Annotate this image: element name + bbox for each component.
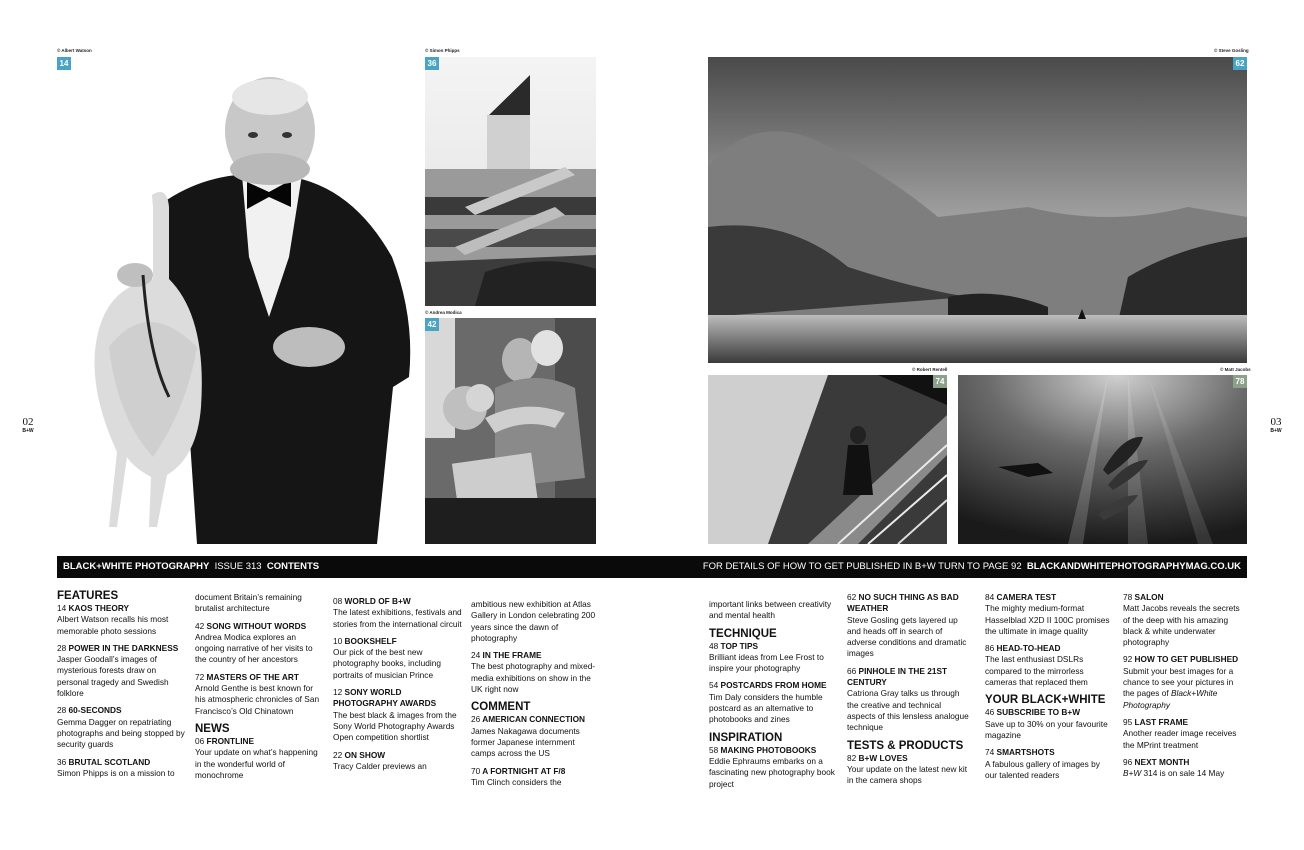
- portrait-illustration: [57, 57, 417, 544]
- underwater-illustration: [958, 375, 1247, 544]
- contents-bar: [57, 556, 1247, 578]
- page-number: 02: [22, 416, 34, 428]
- escalator-illustration: [708, 375, 947, 544]
- photo-credit: © Andrea Modica: [425, 310, 462, 315]
- contents-item[interactable]: 54 POSTCARDS FROM HOME Tim Daly considers the humble postcard as an alternative to photobooks and zines: [709, 680, 827, 725]
- page-number: 03: [1270, 416, 1282, 428]
- folio-tag: B+W: [1270, 428, 1282, 434]
- contents-item[interactable]: 28 60-SECONDS Gemma Dagger on repatriating photographs and being stopped by security guards: [57, 705, 185, 750]
- section-heading-tests: TESTS & PRODUCTS: [847, 739, 964, 752]
- contents-item[interactable]: 74 SMARTSHOTS A fabulous gallery of images by our talented readers: [985, 747, 1100, 780]
- contents-item[interactable]: 22 ON SHOW Tracy Calder previews an: [333, 749, 427, 771]
- section-heading-comment: COMMENT: [471, 701, 531, 714]
- page-badge: 78: [1233, 375, 1247, 388]
- contents-item[interactable]: 14 KAOS THEORY Albert Watson recalls his most memorable photo sessions: [57, 603, 169, 636]
- page-badge: 36: [425, 57, 439, 70]
- contents-item[interactable]: 95 LAST FRAME Another reader image receives the MPrint treatment: [1123, 716, 1237, 750]
- contents-column-7: [985, 590, 1113, 787]
- contents-item[interactable]: 84 CAMERA TEST The mighty medium-format Hasselblad X2D II 100C promises the ultimate in image quality: [985, 592, 1110, 636]
- contents-item[interactable]: 62 NO SUCH THING AS BAD WEATHER Steve Gosling gets layered up and heads off in search of adverse conditions and dramatic images: [847, 592, 967, 659]
- contents-item[interactable]: 42 SONG WITHOUT WORDS Andrea Modica explores an ongoing narrative of her visits to the country of her ancestors: [195, 620, 313, 665]
- contents-column-4: [471, 590, 601, 794]
- brand-name: BLACK+WHITE PHOTOGRAPHY: [63, 561, 210, 572]
- contents-item[interactable]: 82 B+W LOVES Your update on the latest new kit in the camera shops: [847, 752, 968, 786]
- website-link[interactable]: BLACKANDWHITEPHOTOGRAPHYMAG.CO.UK: [1026, 561, 1241, 572]
- photo-credit: © Robert Rentell: [912, 367, 948, 372]
- photo-underwater[interactable]: [958, 375, 1247, 544]
- contents-item-continued: document Britain’s remaining brutalist architecture: [195, 592, 302, 614]
- contents-item[interactable]: 24 IN THE FRAME The best photography and mixed-media exhibitions on show in the UK right now: [471, 650, 596, 695]
- contents-label: CONTENTS: [266, 561, 320, 572]
- section-heading-features: FEATURES: [57, 590, 119, 602]
- page-badge: 14: [57, 57, 71, 70]
- contents-item[interactable]: 26 AMERICAN CONNECTION James Nakagawa documents former Japanese internment camps across the US: [471, 714, 586, 759]
- photo-embrace[interactable]: [425, 318, 596, 544]
- photo-credit: © Matt Jacobs: [1220, 367, 1251, 372]
- contents-column-8: [1123, 590, 1247, 785]
- contents-item[interactable]: 06 FRONTLINE Your update on what’s happening in the wonderful world of monochrome: [195, 735, 318, 780]
- issue-number: ISSUE 313: [214, 561, 262, 572]
- folio-tag: B+W: [22, 428, 34, 434]
- contents-column-6: [847, 590, 971, 792]
- contents-item[interactable]: 66 PINHOLE IN THE 21ST CENTURY Catriona Gray talks us through the creative and technical aspects of this lensless analogue technique: [847, 665, 969, 733]
- folio-right: [1264, 416, 1288, 434]
- page-badge: 74: [933, 375, 947, 388]
- contents-item[interactable]: 48 TOP TIPS Brilliant ideas from Lee Frost to inspire your photography: [709, 640, 824, 674]
- contents-item[interactable]: 96 NEXT MONTH B+W 314 is on sale 14 May: [1123, 756, 1225, 779]
- landscape-illustration: [708, 57, 1247, 363]
- contents-column-2: [195, 590, 323, 787]
- section-heading-technique: TECHNIQUE: [709, 627, 777, 640]
- contents-item[interactable]: 36 BRUTAL SCOTLAND Simon Phipps is on a mission to: [57, 756, 175, 778]
- photo-architecture[interactable]: [425, 57, 596, 306]
- contents-item[interactable]: 70 A FORTNIGHT AT F/8 Tim Clinch considers the: [471, 765, 566, 787]
- contents-item[interactable]: 78 SALON Matt Jacobs reveals the secrets of the deep with his amazing black & white underwater photography: [1123, 592, 1240, 648]
- photo-credit: © Steve Gosling: [1214, 48, 1249, 53]
- page-badge: 42: [425, 318, 439, 331]
- contents-item[interactable]: 10 BOOKSHELF Our pick of the best new photography books, including portraits of musician Prince: [333, 635, 441, 680]
- page-badge: 62: [1233, 57, 1247, 70]
- contents-item-continued: important links between creativity and mental health: [709, 599, 832, 621]
- section-heading-inspiration: INSPIRATION: [709, 731, 783, 744]
- contents-item[interactable]: 12 SONY WORLD PHOTOGRAPHY AWARDS The best black & images from the Sony World Photography Awards Open competition shortlist: [333, 687, 457, 743]
- section-heading-your-bw: YOUR BLACK+WHITE: [985, 694, 1106, 707]
- contents-item[interactable]: 86 HEAD-TO-HEAD The last enthusiast DSLRs compared to the mirrorless cameras that replaced them: [985, 643, 1088, 688]
- folio-left: [16, 416, 40, 434]
- photo-portrait[interactable]: [57, 57, 417, 544]
- contents-item[interactable]: 08 WORLD OF B+W The latest exhibitions, festivals and stories from the international circuit: [333, 596, 462, 629]
- contents-column-5: [709, 590, 839, 796]
- photo-credit: © Simon Phipps: [425, 48, 460, 53]
- publish-info: FOR DETAILS OF HOW TO GET PUBLISHED IN B+W TURN TO PAGE 92: [702, 561, 1022, 572]
- contents-item[interactable]: 58 MAKING PHOTOBOOKS Eddie Ephraums embarks on a fascinating new photography book project: [709, 744, 835, 789]
- contents-item[interactable]: 92 HOW TO GET PUBLISHED Submit your best images for a chance to see your pictures in the pages of Black+White Photography: [1123, 654, 1239, 710]
- contents-item-continued: ambitious new exhibition at Atlas Gallery in London celebrating 200 years since the dawn of photography: [471, 599, 596, 643]
- photo-escalator[interactable]: [708, 375, 947, 544]
- contents-column-3: [333, 590, 463, 778]
- architecture-illustration: [425, 57, 596, 306]
- contents-item[interactable]: 72 MASTERS OF THE ART Arnold Genthe is best known for his atmospheric chronicles of San Francisco’s Old Chinatown: [195, 671, 320, 716]
- photo-credit: © Albert Watson: [57, 48, 92, 53]
- section-heading-news: NEWS: [195, 722, 230, 735]
- contents-item[interactable]: 46 SUBSCRIBE TO B+W Save up to 30% on your favourite magazine: [985, 707, 1108, 740]
- embrace-illustration: [425, 318, 596, 544]
- contents-column-1: [57, 590, 187, 785]
- contents-item[interactable]: 28 POWER IN THE DARKNESS Jasper Goodall’s images of mysterious forests draw on personal tragedy and Swedish folklore: [57, 642, 179, 699]
- photo-landscape[interactable]: [708, 57, 1247, 363]
